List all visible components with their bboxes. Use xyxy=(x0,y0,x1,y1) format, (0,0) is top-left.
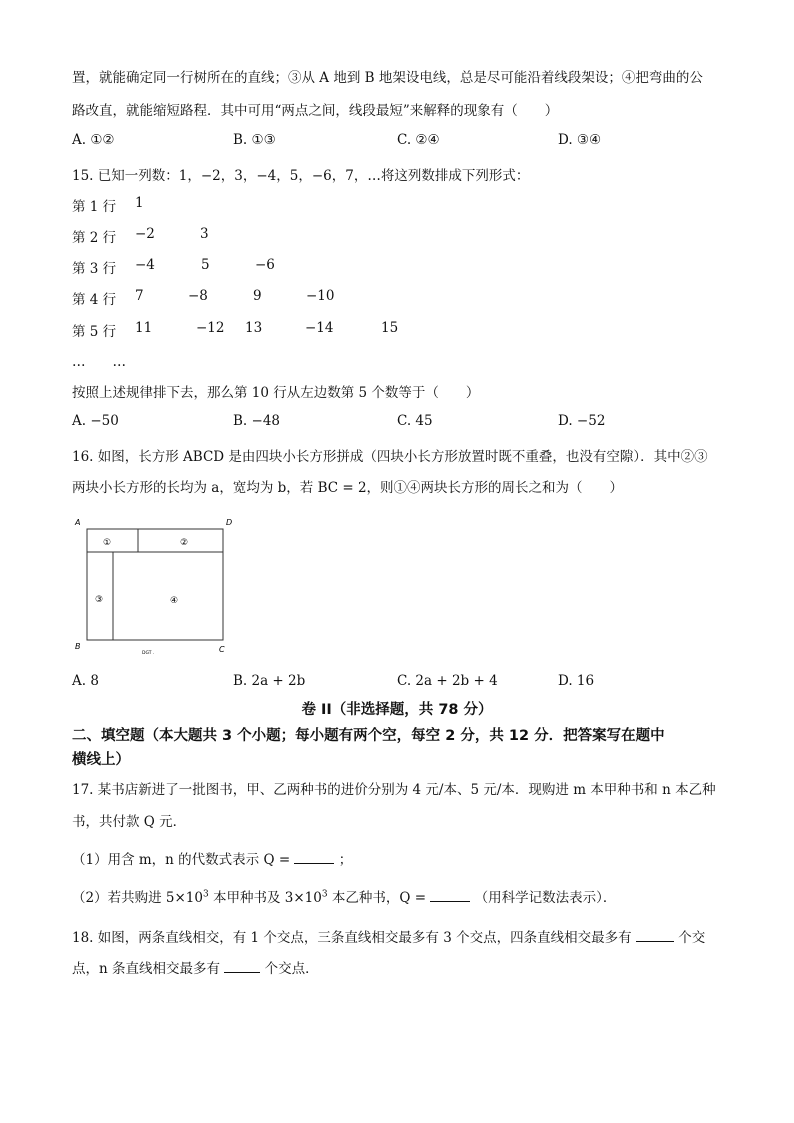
row-value: 3 xyxy=(200,226,209,242)
q14-option-a[interactable]: A. ①② xyxy=(72,132,115,148)
q16-text-line2: 两块小长方形的长均为 a，宽均为 b，若 BC = 2，则①④两块长方形的周长之和为（ ） xyxy=(72,480,624,496)
q18-line1-b: 个交 xyxy=(678,930,706,946)
q17-sub2 xyxy=(72,886,616,906)
figure-caption: DGT . xyxy=(142,651,155,656)
q17-answer-blank-1[interactable] xyxy=(294,851,334,864)
corner-b-label: B xyxy=(75,642,81,651)
corner-c-label: C xyxy=(219,645,225,654)
row-value: 11 xyxy=(135,320,153,336)
q14-option-c[interactable]: C. ②④ xyxy=(397,132,440,148)
q16-option-b[interactable]: B. 2a + 2b xyxy=(233,673,306,689)
q16-option-d[interactable]: D. 16 xyxy=(558,673,595,689)
row-value: 9 xyxy=(253,288,262,304)
row-value: −14 xyxy=(305,320,334,336)
row-label: 第 5 行 xyxy=(72,324,117,340)
row-value: −4 xyxy=(135,257,155,273)
row-label: 第 1 行 xyxy=(72,199,117,215)
region-4-label: ④ xyxy=(169,596,179,606)
q17-sub2-exp1: 3 xyxy=(202,889,209,900)
q15-stem: 15. 已知一列数：1，−2，3，−4，5，−6，7，…将这列数排成下列形式： xyxy=(72,168,530,184)
q14-option-b[interactable]: B. ①③ xyxy=(233,132,276,148)
q16-text-line1: 16. 如图，长方形 ABCD 是由四块小长方形拼成（四块小长方形放置时既不重叠，也没有空隙）．其中②③ xyxy=(72,449,708,465)
q18-answer-blank-2[interactable] xyxy=(224,960,260,973)
row-value: 5 xyxy=(201,257,210,273)
q17-sub2-text-a: （2）若共购进 5×10 xyxy=(72,890,203,906)
region-3-label: ③ xyxy=(94,595,104,605)
q17-sub1-prefix: （1）用含 m，n 的代数式表示 Q = xyxy=(72,852,291,868)
q15-option-a[interactable]: A. −50 xyxy=(72,413,119,429)
q17-sub1 xyxy=(72,848,352,868)
q16-option-a[interactable]: A. 8 xyxy=(72,673,99,689)
q17-text-line2: 书，共付款 Q 元． xyxy=(72,814,187,830)
q15-option-c[interactable]: C. 45 xyxy=(397,413,433,429)
section2-heading-line2: 横线上） xyxy=(72,752,130,768)
q17-sub2-suffix: （用科学记数法表示）． xyxy=(474,890,617,906)
row-label: 第 4 行 xyxy=(72,292,117,308)
row-value: −6 xyxy=(255,257,275,273)
region-2-label: ② xyxy=(179,538,189,548)
region-1-label: ① xyxy=(102,538,112,548)
part2-title: 卷 II（非选择题，共 78 分） xyxy=(301,702,493,718)
q18-line2-a: 点，n 条直线相交最多有 xyxy=(72,961,220,977)
q17-sub2-text-c: 本乙种书，Q = xyxy=(327,890,427,906)
corner-a-label: A xyxy=(75,518,81,527)
q17-answer-blank-2[interactable] xyxy=(430,889,470,902)
q16-option-c[interactable]: C. 2a + 2b + 4 xyxy=(397,673,498,689)
q18-line2-b: 个交点． xyxy=(264,961,319,977)
q18-answer-blank-1[interactable] xyxy=(636,929,674,942)
q14-text-line2: 路改直，就能缩短路程．其中可用“两点之间，线段最短”来解释的现象有（ ） xyxy=(72,103,559,119)
q14-text-line1: 置，就能确定同一行树所在的直线；③从 A 地到 B 地架设电线，总是尽可能沿着线段架设；④把弯曲的公 xyxy=(72,70,703,86)
q15-option-d[interactable]: D. −52 xyxy=(558,413,606,429)
q17-sub2-exp2: 3 xyxy=(321,889,328,900)
row-label: 第 3 行 xyxy=(72,261,117,277)
row-value: −12 xyxy=(196,320,225,336)
row-value: 15 xyxy=(381,320,399,336)
row-value: −10 xyxy=(306,288,335,304)
ellipsis: … … xyxy=(72,354,126,370)
row-value: −2 xyxy=(135,226,155,242)
q15-question: 按照上述规律排下去，那么第 10 行从左边数第 5 个数等于（ ） xyxy=(72,385,480,401)
corner-d-label: D xyxy=(226,518,233,527)
q18-line1-a: 18. 如图，两条直线相交，有 1 个交点，三条直线相交最多有 3 个交点，四条直线相交最多有 xyxy=(72,930,632,946)
q17-sub1-suffix: ； xyxy=(338,852,353,868)
q17-text-line1: 17. 某书店新进了一批图书，甲、乙两种书的进价分别为 4 元/本、5 元/本．现购进 m 本甲种书和 n 本乙种 xyxy=(72,782,716,798)
q18-text-line2 xyxy=(72,957,319,977)
q17-sub2-text-b: 本甲种书及 3×10 xyxy=(208,890,322,906)
row-label: 第 2 行 xyxy=(72,230,117,246)
row-value: 13 xyxy=(245,320,263,336)
row-value: 7 xyxy=(135,288,144,304)
q16-rectangle-figure xyxy=(70,512,245,660)
row-value: 1 xyxy=(135,195,144,211)
q18-text-line1 xyxy=(72,926,705,946)
row-value: −8 xyxy=(188,288,208,304)
q14-option-d[interactable]: D. ③④ xyxy=(558,132,602,148)
q15-option-b[interactable]: B. −48 xyxy=(233,413,280,429)
section2-heading-line1: 二、填空题（本大题共 3 个小题；每小题有两个空，每空 2 分，共 12 分．把答案写在题中 xyxy=(72,728,665,744)
